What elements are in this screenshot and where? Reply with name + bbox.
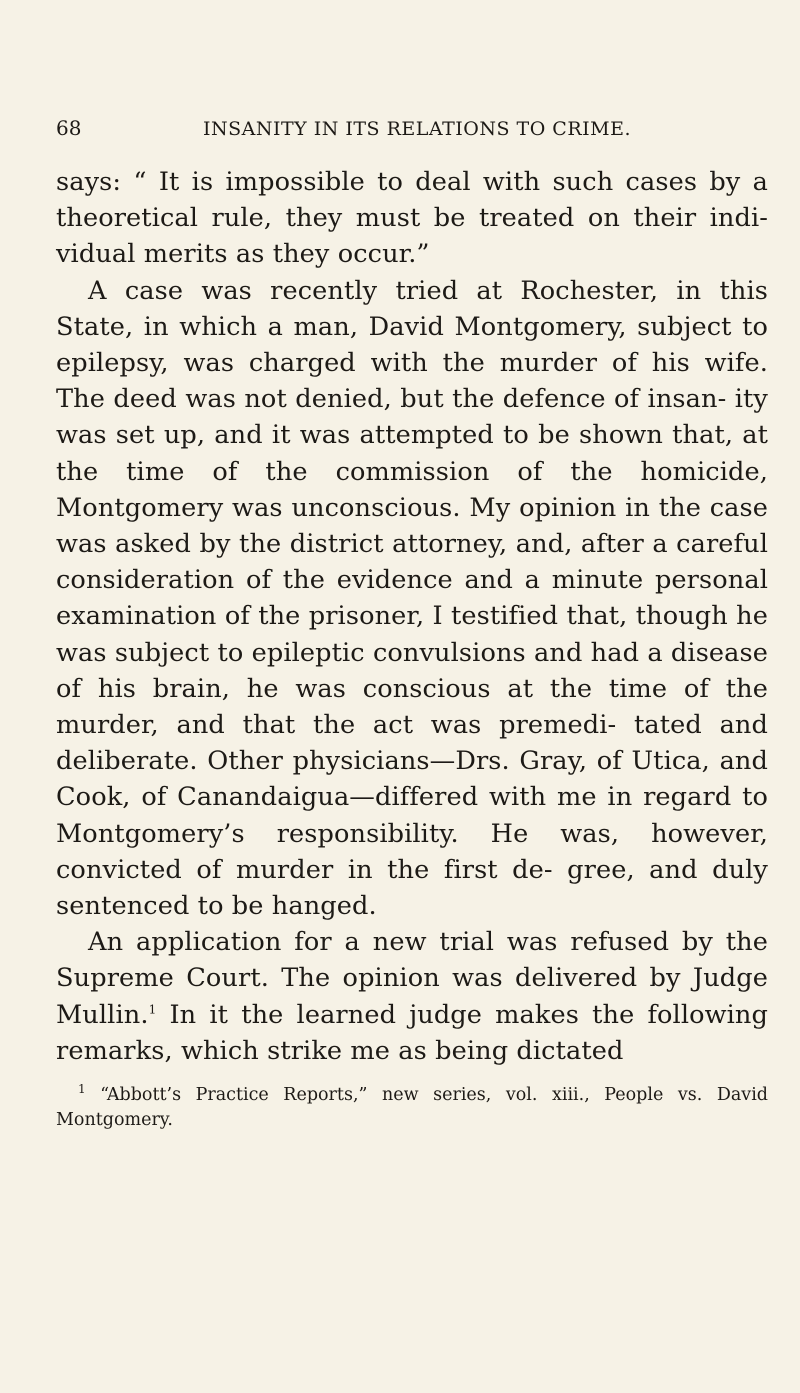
paragraph-2: A case was recently tried at Rochester, in this State, in which a man, David Montgomery, subject to epilepsy, was charged with the murder of his wife. The deed was not denied, but the defence of insan- ity was set up, and it was attempted to be shown that, at the time of the commission of the homicide, Montgomery was unconscious. My opinion in the case was asked by the district attorney, and, after a careful consideration of the evidence and a minute personal examination of the prisoner, I testified that, though he was subject to epileptic convulsions and had a disease of his brain, he was conscious at the time of the murder, and that the act was premedi- tated and deliberate. Other physicians—Drs. Gray, of Utica, and Cook, of Canandaigua—differed with me in regard to Montgomery’s responsibility. He was, however, convicted of murder in the first de- gree, and duly sentenced to be hanged. (56, 275, 769, 922)
footnote-marker: 1 (78, 1082, 86, 1097)
running-head: INSANITY IN ITS RELATIONS TO CRIME. (202, 118, 632, 140)
body-text (56, 164, 768, 1069)
paragraph-3-text-after: In it the learned judge makes the following remarks, which strike me as being dictated (56, 999, 768, 1066)
footnote-reference: 1 (148, 1002, 157, 1017)
page-header (56, 116, 768, 152)
book-page (56, 116, 768, 1133)
footnote (56, 1083, 768, 1133)
paragraph-3 (56, 924, 768, 1069)
footnote-text: “Abbott’s Practice Reports,” new series, vol. xiii., People vs. David Montgomery. (56, 1085, 768, 1131)
paragraph-3-text-before: An application for a new trial was refused by the Supreme Court. The opinion was delivered by Judge Mullin. (56, 927, 768, 1030)
paragraph-1: says: “ It is impossible to deal with such cases by a theoretical rule, they must be treated on their indi- vidual merits as they occur.” (56, 167, 768, 270)
page-number: 68 (56, 116, 82, 140)
